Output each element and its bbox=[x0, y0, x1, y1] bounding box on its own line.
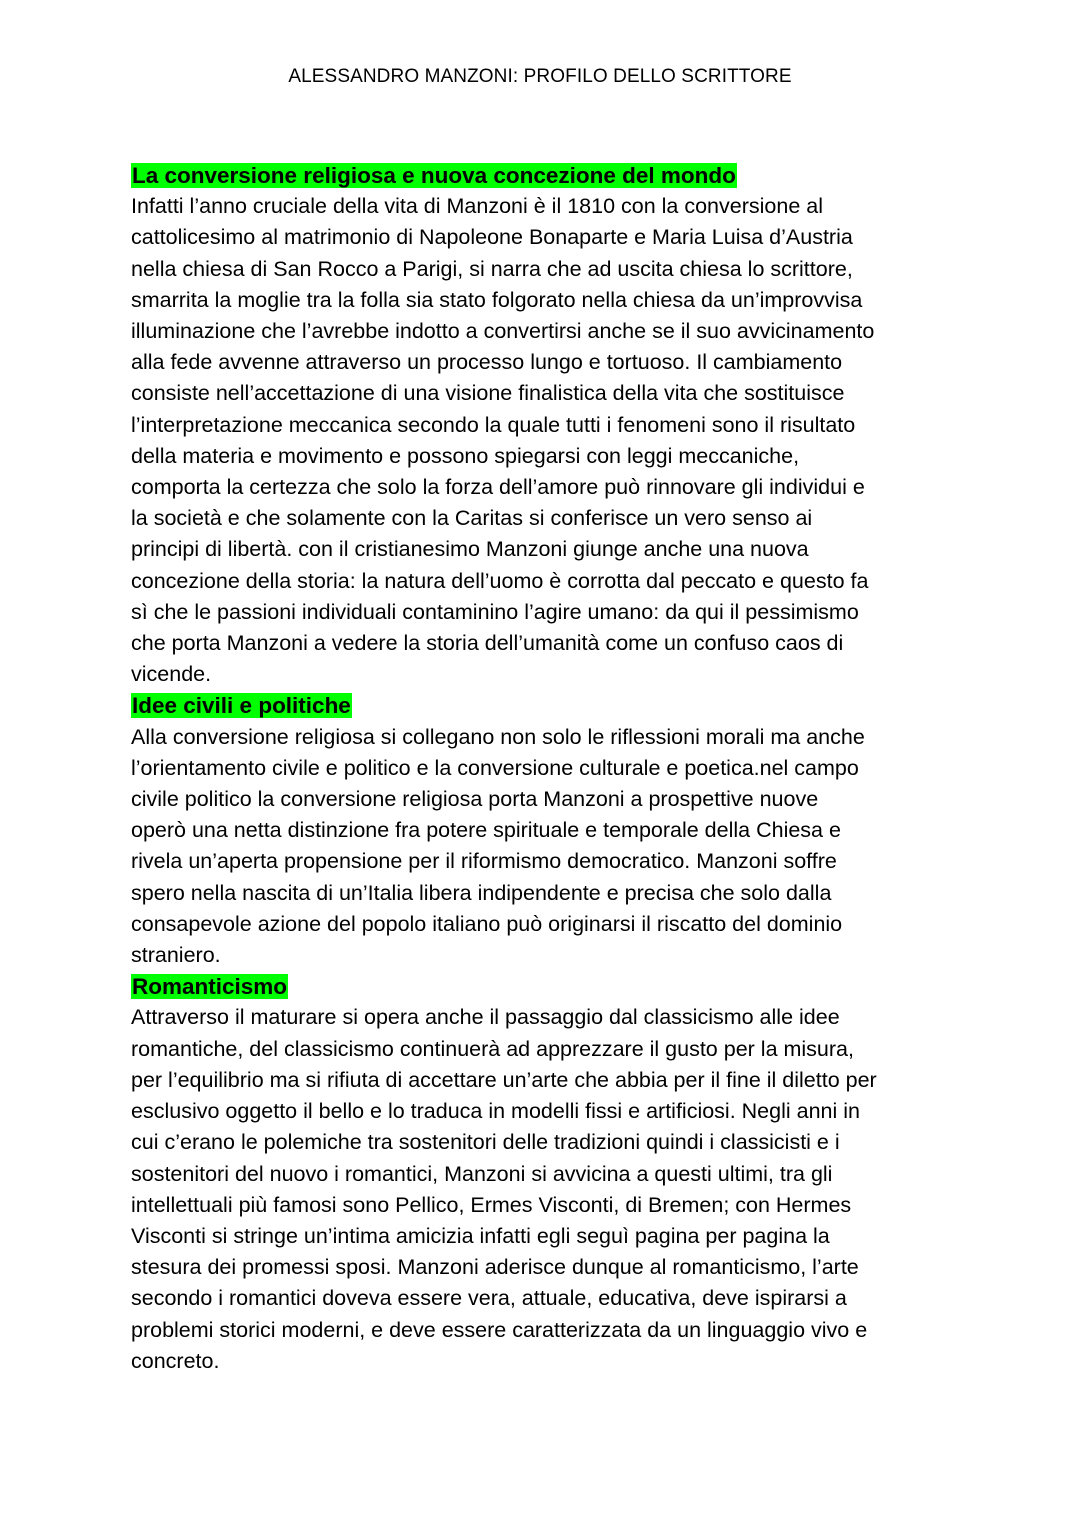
text-line: della materia e movimento e possono spiegarsi con leggi meccaniche, bbox=[131, 443, 800, 468]
text-line: rivela un’aperta propensione per il riformismo democratico. Manzoni soffre bbox=[131, 849, 837, 874]
text-line: Attraverso il maturare si opera anche il passaggio dal classicismo alle idee bbox=[131, 1005, 840, 1030]
text-line: che porta Manzoni a vedere la storia dell’umanità come un confuso caos di bbox=[131, 631, 844, 656]
section-heading bbox=[131, 160, 971, 191]
text-line: nella chiesa di San Rocco a Parigi, si narra che ad uscita chiesa lo scrittore, bbox=[131, 256, 853, 281]
text-line: problemi storici moderni, e deve essere caratterizzata da un linguaggio vivo e bbox=[131, 1317, 868, 1342]
highlighted-heading-text: La conversione religiosa e nuova concezione del mondo bbox=[132, 163, 736, 188]
text-line: romantiche, del classicismo continuerà ad apprezzare il gusto per la misura, bbox=[131, 1036, 854, 1061]
section-idee-civili bbox=[131, 690, 971, 971]
text-line: stesura dei promessi sposi. Manzoni aderisce dunque al romanticismo, l’arte bbox=[131, 1255, 859, 1280]
text-line: esclusivo oggetto il bello e lo traduca in modelli fissi e artificiosi. Negli anni in bbox=[131, 1099, 860, 1124]
text-line: straniero. bbox=[131, 943, 221, 968]
section-heading bbox=[131, 971, 971, 1002]
text-line: spero nella nascita di un’Italia libera indipendente e precisa che solo dalla bbox=[131, 880, 832, 905]
text-line: comporta la certezza che solo la forza dell’amore può rinnovare gli individui e bbox=[131, 475, 865, 500]
text-line: operò una netta distinzione fra potere spirituale e temporale della Chiesa e bbox=[131, 818, 841, 843]
document-body bbox=[131, 160, 971, 1377]
text-line: per l’equilibrio ma si rifiuta di accettare un’arte che abbia per il fine il diletto per bbox=[131, 1067, 877, 1092]
section-heading bbox=[131, 690, 971, 721]
text-line: Alla conversione religiosa si collegano non solo le riflessioni morali ma anche bbox=[131, 724, 865, 749]
text-line: la società e che solamente con la Caritas si conferisce un vero senso ai bbox=[131, 506, 813, 531]
text-line: consiste nell’accettazione di una visione finalistica della vita che sostituisce bbox=[131, 381, 845, 406]
section-conversione bbox=[131, 160, 971, 690]
text-line: concezione della storia: la natura dell’uomo è corrotta dal peccato e questo fa bbox=[131, 568, 869, 593]
text-line: consapevole azione del popolo italiano può originarsi il riscatto del dominio bbox=[131, 911, 843, 936]
text-line: vicende. bbox=[131, 662, 212, 687]
text-line: l’interpretazione meccanica secondo la quale tutti i fenomeni sono il risultato bbox=[131, 412, 856, 437]
text-line: Visconti si stringe un’intima amicizia infatti egli seguì pagina per pagina la bbox=[131, 1223, 830, 1248]
text-line: smarrita la moglie tra la folla sia stato folgorato nella chiesa da un’improvvisa bbox=[131, 287, 863, 312]
text-line: intellettuali più famosi sono Pellico, Ermes Visconti, di Bremen; con Hermes bbox=[131, 1192, 852, 1217]
text-line: concreto. bbox=[131, 1348, 220, 1373]
section-paragraph bbox=[131, 722, 971, 972]
text-line: cattolicesimo al matrimonio di Napoleone Bonaparte e Maria Luisa d’Austria bbox=[131, 225, 853, 250]
text-line: l’orientamento civile e politico e la conversione culturale e poetica.nel campo bbox=[131, 755, 859, 780]
highlighted-heading-text: Romanticismo bbox=[132, 974, 288, 1000]
text-line: principi di libertà. con il cristianesimo Manzoni giunge anche una nuova bbox=[131, 537, 809, 562]
text-line: illuminazione che l’avrebbe indotto a convertirsi anche se il suo avvicinamento bbox=[131, 319, 875, 344]
text-line: cui c’erano le polemiche tra sostenitori delle tradizioni quindi i classicisti e i bbox=[131, 1130, 840, 1155]
page-header: ALESSANDRO MANZONI: PROFILO DELLO SCRITTORE bbox=[288, 66, 792, 87]
text-line: sostenitori del nuovo i romantici, Manzoni si avvicina a questi ultimi, tra gli bbox=[131, 1161, 833, 1186]
text-line: secondo i romantici doveva essere vera, attuale, educativa, deve ispirarsi a bbox=[131, 1286, 847, 1311]
text-line: Infatti l’anno cruciale della vita di Manzoni è il 1810 con la conversione al bbox=[131, 194, 823, 219]
text-line: sì che le passioni individuali contaminino l’agire umano: da qui il pessimismo bbox=[131, 599, 859, 624]
section-paragraph bbox=[131, 1002, 971, 1376]
highlighted-heading-text: Idee civili e politiche bbox=[132, 693, 351, 719]
section-romanticismo bbox=[131, 971, 971, 1377]
text-line: civile politico la conversione religiosa porta Manzoni a prospettive nuove bbox=[131, 787, 819, 812]
section-paragraph bbox=[131, 191, 971, 690]
text-line: alla fede avvenne attraverso un processo lungo e tortuoso. Il cambiamento bbox=[131, 350, 843, 375]
